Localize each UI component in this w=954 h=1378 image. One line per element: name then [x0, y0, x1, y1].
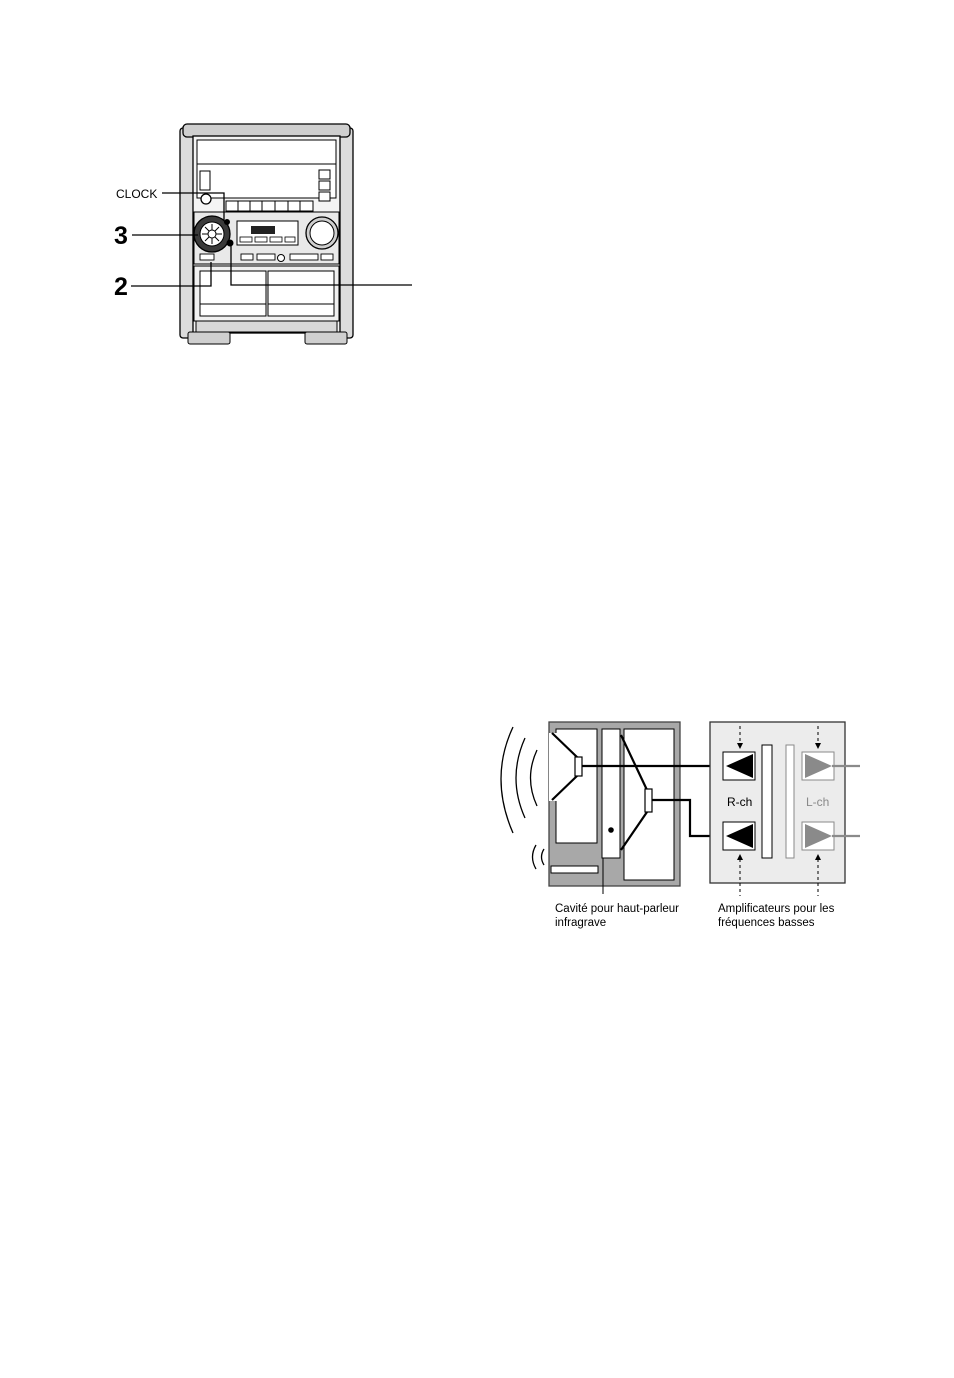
top-cd-lid [183, 124, 350, 137]
port-tube [602, 729, 620, 858]
speaker-enclosure [549, 722, 680, 886]
right-foot [305, 332, 347, 344]
left-foot [188, 332, 230, 344]
amplifier-box [710, 722, 845, 883]
l-ch-amplifier-bottom [802, 822, 834, 850]
front-speaker-coil [575, 757, 582, 776]
right-button-stack [319, 170, 330, 201]
inner-speaker-coil [645, 789, 652, 812]
amp-caption-line1: Amplificateurs pour les [718, 903, 835, 915]
port-slot [551, 866, 598, 873]
clock-button [224, 219, 230, 225]
step-3-label: 3 [114, 222, 128, 250]
headphone-jack-icon [201, 194, 211, 204]
subwoofer-diagram [501, 722, 860, 929]
cavity-marker-dot [608, 827, 614, 833]
left-side-panel [180, 128, 194, 338]
cassette-door-b [268, 271, 334, 316]
front-chamber [556, 729, 597, 843]
r-ch-amplifier-top [723, 752, 755, 780]
sound-wave-icon [501, 727, 544, 869]
r-ch-label: R-ch [727, 795, 753, 809]
left-small-button [200, 171, 210, 190]
amp-caption-line2: fréquences basses [718, 917, 815, 929]
stereo-unit-illustration [180, 124, 353, 344]
volume-knob-icon [306, 217, 338, 249]
cavity-caption-line1: Cavité pour haut-parleur [555, 903, 680, 915]
upper-panel [197, 140, 336, 198]
r-ch-amplifier-bottom [723, 822, 755, 850]
set-button [227, 240, 234, 247]
top-button-row [226, 201, 313, 211]
step-2-label: 2 [114, 273, 128, 301]
l-ch-label: L-ch [806, 795, 830, 809]
cavity-caption-line2: infragrave [555, 917, 607, 929]
r-ch-bus-bar [762, 745, 772, 858]
display-panel [237, 221, 298, 245]
bottom-trim [196, 321, 337, 332]
right-side-panel [339, 128, 353, 338]
clock-label: CLOCK [116, 187, 158, 201]
cassette-door-a [200, 271, 266, 316]
l-ch-amplifier-top [802, 752, 834, 780]
l-ch-bus-bar [786, 745, 794, 858]
